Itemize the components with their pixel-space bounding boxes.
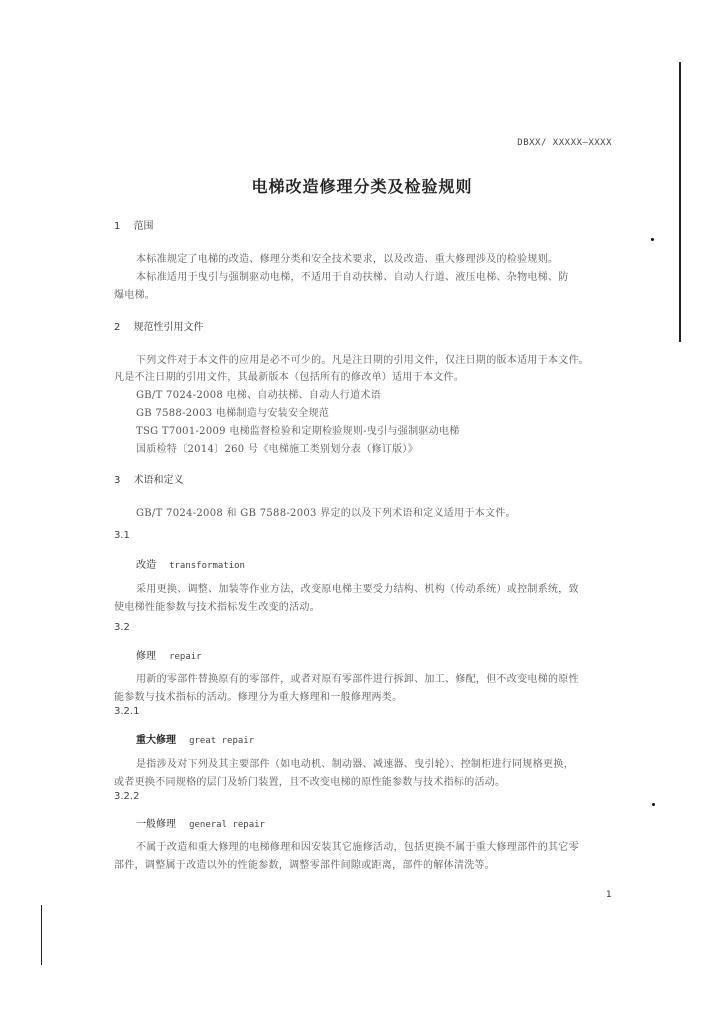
definition-line: 采用更换、调整、加装等作业方法，改变原电梯主要受力结构、机构（传动系统）或控制系统，致	[136, 584, 579, 595]
clause-number: 3.2.2	[114, 791, 140, 802]
section-2-heading	[114, 318, 204, 333]
definition-line: 是指涉及对下列及其主要部件（如电动机、制动器、减速器、曳引轮）、控制柜进行同规格更换，	[136, 759, 574, 770]
definition-line: 部件，调整属于改造以外的性能参数，调整零部件间隙或距离，部件的解体清洗等。	[114, 860, 496, 871]
term-chinese: 重大修理	[136, 735, 176, 746]
definition-line: 能参数与技术指标的活动。修理分为重大修理和一般修理两类。	[114, 692, 403, 703]
standard-number: DBXX/ XXXXX—XXXX	[517, 138, 612, 148]
term-chinese: 修理	[136, 651, 156, 662]
paragraph-line: 本标准适用于曳引与强制驱动电梯，不适用于自动扶梯、自动人行道、液压电梯、杂物电梯、防	[136, 272, 569, 283]
term-entry	[136, 812, 265, 831]
definition-line: 用新的零部件替换原有的零部件，或者对原有零部件进行拆卸、加工、修配，但不改变电梯的原性	[136, 674, 579, 685]
clause-number: 3.2	[114, 622, 130, 633]
section-number: 1	[114, 221, 121, 232]
reference-item: 国质检特〔2014〕260 号《电梯施工类别划分表（修订版）》	[136, 444, 419, 455]
definition-line: 或者更换不同规格的层门及轿门装置，且不改变电梯的原性能参数与技术指标的活动。	[114, 777, 506, 788]
section-3-heading	[114, 471, 184, 486]
term-english: great repair	[189, 736, 255, 746]
reference-item: GB 7588-2003 电梯制造与安装安全规范	[136, 408, 330, 419]
term-english: general repair	[189, 820, 265, 830]
section-title: 规范性引用文件	[133, 322, 204, 333]
term-english: transformation	[169, 561, 245, 571]
definition-line: 使电梯性能参数与技术指标发生改变的活动。	[114, 602, 320, 613]
paragraph-line: 下列文件对于本文件的应用是必不可少的。凡是注日期的引用文件，仅注日期的版本适用于本文件。	[136, 355, 590, 366]
section-1-heading	[114, 217, 154, 232]
paragraph-line: GB/T 7024-2008 和 GB 7588-2003 界定的以及下列术语和定义适用于本文件。	[136, 508, 516, 519]
section-number: 3	[114, 475, 121, 486]
page-number: 1	[606, 890, 612, 900]
reference-item: TSG T7001-2009 电梯监督检验和定期检验规则-曳引与强制驱动电梯	[136, 426, 460, 437]
scan-left-edge	[41, 905, 42, 965]
term-entry	[136, 553, 245, 572]
document-title: 电梯改造修理分类及检验规则	[251, 177, 473, 196]
section-title: 范围	[133, 221, 154, 232]
paragraph-line: 本标准规定了电梯的改造、修理分类和安全技术要求，以及改造、重大修理涉及的检验规则。	[136, 254, 559, 265]
scan-speck	[651, 238, 654, 241]
term-chinese: 改造	[136, 560, 156, 571]
paragraph-line: 凡是不注日期的引用文件，其最新版本（包括所有的修改单）适用于本文件。	[114, 372, 465, 383]
section-title: 术语和定义	[133, 475, 184, 486]
paragraph-line: 爆电梯。	[114, 290, 156, 301]
clause-number: 3.1	[114, 530, 130, 541]
term-english: repair	[169, 652, 202, 662]
clause-number: 3.2.1	[114, 706, 140, 717]
term-chinese: 一般修理	[136, 819, 176, 830]
term-entry	[136, 728, 254, 747]
term-entry	[136, 644, 202, 663]
scan-right-edge	[679, 62, 681, 342]
reference-item: GB/T 7024-2008 电梯、自动扶梯、自动人行道术语	[136, 390, 382, 401]
section-number: 2	[114, 322, 121, 333]
definition-line: 不属于改造和重大修理的电梯修理和因安装其它施修活动，包括更换不属于重大修理部件的其它零	[136, 842, 579, 853]
scan-speck	[652, 803, 655, 806]
